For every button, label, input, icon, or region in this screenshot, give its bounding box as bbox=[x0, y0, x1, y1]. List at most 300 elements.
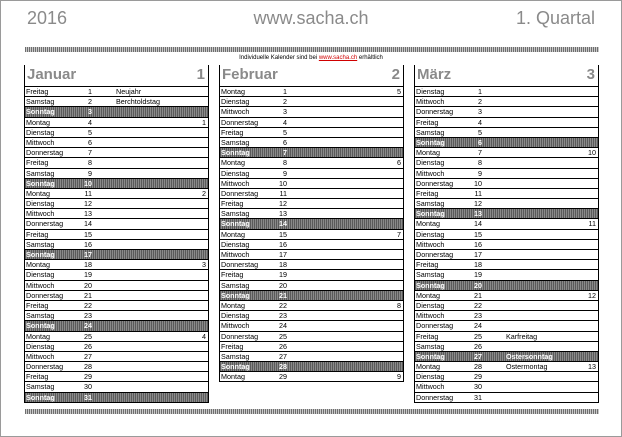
day-number: 24 bbox=[474, 321, 482, 331]
day-row bbox=[220, 148, 403, 158]
day-row bbox=[220, 250, 403, 260]
day-row bbox=[415, 97, 598, 107]
day-name: Dienstag bbox=[221, 168, 250, 178]
day-name: Sonntag bbox=[26, 178, 55, 188]
day-number: 1 bbox=[283, 87, 287, 96]
month-column-february bbox=[219, 65, 404, 382]
day-number: 2 bbox=[283, 97, 287, 107]
day-number: 21 bbox=[84, 290, 92, 300]
day-row bbox=[220, 199, 403, 209]
day-name: Montag bbox=[221, 300, 245, 310]
day-name: Mittwoch bbox=[416, 382, 445, 392]
day-row bbox=[220, 97, 403, 107]
week-number: 5 bbox=[397, 87, 401, 96]
info-note-text: Individuelle Kalender sind bei bbox=[239, 55, 319, 61]
day-number: 23 bbox=[279, 311, 287, 321]
day-row bbox=[25, 342, 208, 352]
day-number: 16 bbox=[84, 239, 92, 249]
day-name: Mittwoch bbox=[26, 351, 55, 361]
day-name: Dienstag bbox=[26, 341, 55, 351]
day-row bbox=[220, 118, 403, 128]
day-name: Samstag bbox=[416, 270, 445, 280]
day-row bbox=[25, 332, 208, 342]
day-number: 10 bbox=[84, 178, 92, 188]
day-row bbox=[220, 189, 403, 199]
day-name: Montag bbox=[221, 158, 245, 168]
day-number: 5 bbox=[478, 127, 482, 137]
day-row bbox=[220, 281, 403, 291]
day-number: 19 bbox=[279, 270, 287, 280]
day-row bbox=[25, 138, 208, 148]
month-header bbox=[25, 65, 208, 87]
day-number: 17 bbox=[279, 250, 287, 259]
day-row bbox=[220, 219, 403, 229]
day-name: Dienstag bbox=[26, 127, 55, 137]
day-row bbox=[25, 169, 208, 179]
day-row bbox=[25, 321, 208, 331]
day-name: Mittwoch bbox=[26, 209, 55, 219]
day-number: 30 bbox=[474, 382, 482, 392]
day-row bbox=[25, 260, 208, 270]
week-number: 11 bbox=[588, 219, 596, 229]
day-number: 21 bbox=[279, 290, 287, 300]
day-row bbox=[220, 342, 403, 352]
day-name: Donnerstag bbox=[221, 331, 259, 341]
day-row bbox=[415, 270, 598, 280]
day-number: 25 bbox=[279, 331, 287, 341]
day-name: Dienstag bbox=[416, 229, 445, 239]
day-row bbox=[25, 199, 208, 209]
day-number: 9 bbox=[88, 168, 92, 178]
day-number: 23 bbox=[84, 311, 92, 321]
info-note-link[interactable]: www.sacha.ch bbox=[318, 55, 358, 61]
day-number: 22 bbox=[474, 300, 482, 310]
day-number: 9 bbox=[283, 168, 287, 178]
day-row bbox=[220, 260, 403, 270]
day-row bbox=[415, 250, 598, 260]
day-number: 7 bbox=[478, 148, 482, 158]
day-name: Freitag bbox=[221, 270, 244, 280]
day-name: Donnerstag bbox=[26, 148, 64, 158]
day-number: 28 bbox=[474, 362, 482, 372]
day-row bbox=[415, 169, 598, 179]
day-number: 17 bbox=[84, 250, 92, 259]
day-name: Mittwoch bbox=[221, 107, 250, 117]
day-row bbox=[415, 179, 598, 189]
day-row bbox=[415, 301, 598, 311]
day-row bbox=[220, 107, 403, 117]
day-row bbox=[25, 118, 208, 128]
day-row bbox=[25, 352, 208, 362]
month-header bbox=[415, 65, 598, 87]
day-number: 2 bbox=[478, 97, 482, 107]
holiday-label: Berchtoldstag bbox=[116, 97, 160, 107]
day-row bbox=[220, 291, 403, 301]
day-name: Dienstag bbox=[221, 239, 250, 249]
day-row bbox=[415, 230, 598, 240]
day-row bbox=[415, 219, 598, 229]
day-name: Montag bbox=[221, 229, 245, 239]
day-number: 24 bbox=[279, 321, 287, 331]
day-row bbox=[415, 372, 598, 382]
day-number: 6 bbox=[283, 137, 287, 147]
month-number: 1 bbox=[196, 66, 205, 83]
week-number: 12 bbox=[588, 290, 596, 300]
day-row bbox=[415, 382, 598, 392]
day-name: Montag bbox=[26, 260, 50, 270]
day-number: 31 bbox=[474, 392, 482, 402]
day-number: 12 bbox=[84, 199, 92, 209]
day-number: 29 bbox=[84, 372, 92, 382]
day-number: 17 bbox=[474, 250, 482, 259]
holiday-label: Neujahr bbox=[116, 87, 142, 96]
day-name: Donnerstag bbox=[221, 260, 259, 270]
day-number: 16 bbox=[279, 239, 287, 249]
day-row bbox=[25, 97, 208, 107]
day-row bbox=[220, 179, 403, 189]
day-name: Samstag bbox=[221, 137, 250, 147]
day-number: 16 bbox=[474, 239, 482, 249]
week-number: 2 bbox=[202, 188, 206, 198]
day-name: Freitag bbox=[416, 260, 439, 270]
month-column-march bbox=[414, 65, 599, 403]
day-number: 2 bbox=[88, 97, 92, 107]
day-number: 5 bbox=[283, 127, 287, 137]
year-title: 2016 bbox=[27, 8, 68, 28]
day-number: 13 bbox=[279, 209, 287, 219]
holiday-label: Ostermontag bbox=[506, 362, 548, 372]
day-number: 22 bbox=[279, 300, 287, 310]
day-name: Donnerstag bbox=[221, 117, 259, 127]
day-name: Freitag bbox=[221, 341, 244, 351]
day-name: Mittwoch bbox=[416, 239, 445, 249]
day-row bbox=[25, 189, 208, 199]
day-name: Samstag bbox=[26, 382, 55, 392]
week-number: 10 bbox=[588, 148, 596, 158]
day-name: Samstag bbox=[26, 97, 55, 107]
day-number: 20 bbox=[84, 280, 92, 290]
day-row bbox=[25, 311, 208, 321]
day-number: 13 bbox=[84, 209, 92, 219]
day-number: 15 bbox=[84, 229, 92, 239]
day-number: 26 bbox=[279, 341, 287, 351]
day-name: Montag bbox=[26, 188, 50, 198]
month-number: 2 bbox=[391, 66, 400, 83]
day-name: Montag bbox=[416, 362, 440, 372]
day-number: 26 bbox=[84, 341, 92, 351]
day-name: Freitag bbox=[416, 117, 439, 127]
day-row bbox=[220, 169, 403, 179]
day-number: 11 bbox=[279, 188, 287, 198]
day-name: Donnerstag bbox=[26, 219, 64, 229]
day-number: 4 bbox=[88, 117, 92, 127]
day-name: Mittwoch bbox=[416, 97, 445, 107]
day-number: 6 bbox=[88, 137, 92, 147]
day-row bbox=[415, 352, 598, 362]
day-number: 29 bbox=[279, 372, 287, 382]
day-row bbox=[25, 209, 208, 219]
day-number: 3 bbox=[478, 107, 482, 117]
day-number: 24 bbox=[84, 321, 92, 331]
day-number: 31 bbox=[84, 392, 92, 402]
day-name: Freitag bbox=[26, 87, 49, 96]
day-name: Montag bbox=[416, 290, 440, 300]
day-name: Mittwoch bbox=[26, 137, 55, 147]
day-number: 11 bbox=[474, 188, 482, 198]
day-row bbox=[220, 240, 403, 250]
day-row bbox=[25, 250, 208, 260]
day-row bbox=[25, 219, 208, 229]
day-name: Freitag bbox=[416, 188, 439, 198]
day-name: Donnerstag bbox=[416, 392, 454, 402]
week-number: 7 bbox=[397, 229, 401, 239]
day-row bbox=[25, 128, 208, 138]
bottom-hatch-bar bbox=[25, 409, 599, 414]
day-row bbox=[25, 301, 208, 311]
day-number: 14 bbox=[84, 219, 92, 229]
day-row bbox=[415, 189, 598, 199]
day-name: Sonntag bbox=[221, 219, 250, 229]
day-number: 28 bbox=[279, 362, 287, 372]
day-number: 12 bbox=[474, 199, 482, 209]
day-name: Samstag bbox=[416, 127, 445, 137]
day-row bbox=[415, 321, 598, 331]
day-name: Freitag bbox=[26, 158, 49, 168]
day-row bbox=[220, 352, 403, 362]
day-name: Montag bbox=[416, 148, 440, 158]
month-header bbox=[220, 65, 403, 87]
day-number: 14 bbox=[279, 219, 287, 229]
day-number: 3 bbox=[88, 107, 92, 117]
day-row bbox=[25, 240, 208, 250]
day-name: Donnerstag bbox=[221, 188, 259, 198]
day-row bbox=[220, 301, 403, 311]
day-row bbox=[220, 158, 403, 168]
day-row bbox=[220, 311, 403, 321]
day-number: 26 bbox=[474, 341, 482, 351]
day-number: 27 bbox=[84, 351, 92, 361]
day-row bbox=[415, 128, 598, 138]
day-row bbox=[25, 179, 208, 189]
day-number: 20 bbox=[474, 280, 482, 290]
day-row bbox=[25, 230, 208, 240]
day-row bbox=[25, 281, 208, 291]
day-number: 7 bbox=[88, 148, 92, 158]
day-row bbox=[415, 107, 598, 117]
week-number: 1 bbox=[202, 117, 206, 127]
day-row bbox=[415, 148, 598, 158]
day-name: Donnerstag bbox=[416, 107, 454, 117]
day-number: 8 bbox=[88, 158, 92, 168]
day-name: Samstag bbox=[221, 209, 250, 219]
month-name: Februar bbox=[222, 66, 278, 83]
day-name: Sonntag bbox=[221, 362, 250, 372]
day-name: Sonntag bbox=[416, 280, 445, 290]
week-number: 4 bbox=[202, 331, 206, 341]
day-name: Samstag bbox=[221, 280, 250, 290]
day-row bbox=[415, 260, 598, 270]
day-name: Samstag bbox=[26, 168, 55, 178]
day-row bbox=[220, 209, 403, 219]
day-number: 21 bbox=[474, 290, 482, 300]
day-number: 7 bbox=[283, 148, 287, 158]
day-row bbox=[220, 362, 403, 372]
day-name: Mittwoch bbox=[26, 280, 55, 290]
day-row bbox=[220, 87, 403, 97]
day-name: Freitag bbox=[221, 127, 244, 137]
day-number: 27 bbox=[279, 351, 287, 361]
week-number: 3 bbox=[202, 260, 206, 270]
day-name: Sonntag bbox=[221, 290, 250, 300]
day-name: Mittwoch bbox=[221, 250, 250, 259]
day-number: 10 bbox=[279, 178, 287, 188]
quarter-title: 1. Quartal bbox=[515, 8, 595, 28]
day-row bbox=[415, 240, 598, 250]
day-name: Sonntag bbox=[26, 250, 55, 259]
day-name: Dienstag bbox=[221, 97, 250, 107]
day-number: 8 bbox=[283, 158, 287, 168]
day-number: 11 bbox=[84, 188, 92, 198]
day-row bbox=[25, 107, 208, 117]
day-name: Mittwoch bbox=[416, 168, 445, 178]
holiday-label: Karfreitag bbox=[506, 331, 538, 341]
day-name: Donnerstag bbox=[416, 178, 454, 188]
day-number: 27 bbox=[474, 351, 482, 361]
day-name: Dienstag bbox=[416, 372, 445, 382]
day-number: 18 bbox=[84, 260, 92, 270]
day-name: Mittwoch bbox=[221, 178, 250, 188]
day-number: 12 bbox=[279, 199, 287, 209]
day-row bbox=[415, 281, 598, 291]
day-name: Freitag bbox=[416, 331, 439, 341]
day-number: 18 bbox=[279, 260, 287, 270]
day-row bbox=[415, 393, 598, 403]
day-name: Freitag bbox=[26, 300, 49, 310]
day-row bbox=[25, 362, 208, 372]
day-number: 5 bbox=[88, 127, 92, 137]
holiday-label: Ostersonntag bbox=[506, 351, 553, 361]
month-column-january bbox=[24, 65, 209, 403]
day-name: Sonntag bbox=[26, 107, 55, 117]
day-name: Sonntag bbox=[416, 137, 445, 147]
day-row bbox=[25, 393, 208, 403]
day-row bbox=[415, 138, 598, 148]
day-name: Dienstag bbox=[26, 270, 55, 280]
day-row bbox=[220, 230, 403, 240]
week-number: 9 bbox=[397, 372, 401, 382]
day-name: Montag bbox=[221, 372, 245, 382]
day-number: 30 bbox=[84, 382, 92, 392]
day-name: Donnerstag bbox=[416, 250, 454, 259]
day-number: 19 bbox=[84, 270, 92, 280]
info-note-suffix: erhältlich bbox=[357, 55, 383, 61]
day-row bbox=[415, 342, 598, 352]
day-number: 1 bbox=[88, 87, 92, 96]
day-name: Samstag bbox=[26, 311, 55, 321]
day-row bbox=[415, 291, 598, 301]
day-name: Donnerstag bbox=[26, 290, 64, 300]
day-name: Montag bbox=[416, 219, 440, 229]
day-name: Donnerstag bbox=[26, 362, 64, 372]
day-name: Montag bbox=[26, 331, 50, 341]
day-name: Mittwoch bbox=[221, 321, 250, 331]
info-note bbox=[0, 55, 622, 61]
day-name: Dienstag bbox=[416, 300, 445, 310]
day-number: 14 bbox=[474, 219, 482, 229]
day-number: 4 bbox=[283, 117, 287, 127]
day-row bbox=[220, 321, 403, 331]
day-name: Dienstag bbox=[416, 87, 445, 96]
day-name: Dienstag bbox=[416, 158, 445, 168]
day-row bbox=[220, 332, 403, 342]
day-name: Freitag bbox=[221, 199, 244, 209]
day-number: 20 bbox=[279, 280, 287, 290]
day-name: Dienstag bbox=[26, 199, 55, 209]
day-number: 9 bbox=[478, 168, 482, 178]
day-row bbox=[25, 148, 208, 158]
day-name: Freitag bbox=[26, 229, 49, 239]
day-row bbox=[220, 138, 403, 148]
day-row bbox=[415, 311, 598, 321]
day-name: Donnerstag bbox=[416, 321, 454, 331]
day-name: Samstag bbox=[26, 239, 55, 249]
day-number: 29 bbox=[474, 372, 482, 382]
day-name: Samstag bbox=[416, 199, 445, 209]
week-number: 8 bbox=[397, 300, 401, 310]
day-name: Samstag bbox=[416, 341, 445, 351]
day-name: Mittwoch bbox=[416, 311, 445, 321]
day-row bbox=[415, 209, 598, 219]
day-row bbox=[415, 362, 598, 372]
month-name: März bbox=[417, 66, 452, 83]
day-number: 1 bbox=[478, 87, 482, 96]
month-number: 3 bbox=[586, 66, 595, 83]
day-name: Freitag bbox=[26, 372, 49, 382]
month-name: Januar bbox=[27, 66, 77, 83]
day-row bbox=[25, 270, 208, 280]
day-row bbox=[415, 87, 598, 97]
day-number: 22 bbox=[84, 300, 92, 310]
day-row bbox=[415, 118, 598, 128]
site-url[interactable]: www.sacha.ch bbox=[253, 8, 369, 28]
day-name: Dienstag bbox=[221, 311, 250, 321]
day-name: Sonntag bbox=[26, 392, 55, 402]
week-number: 13 bbox=[588, 362, 596, 372]
day-row bbox=[25, 291, 208, 301]
day-row bbox=[25, 382, 208, 392]
day-row bbox=[25, 87, 208, 97]
day-row bbox=[220, 270, 403, 280]
day-number: 19 bbox=[474, 270, 482, 280]
day-row bbox=[415, 332, 598, 342]
day-row bbox=[220, 372, 403, 382]
day-row bbox=[25, 372, 208, 382]
day-name: Samstag bbox=[221, 351, 250, 361]
day-number: 15 bbox=[279, 229, 287, 239]
day-name: Sonntag bbox=[26, 321, 55, 331]
day-number: 25 bbox=[474, 331, 482, 341]
day-row bbox=[25, 158, 208, 168]
day-number: 25 bbox=[84, 331, 92, 341]
day-number: 28 bbox=[84, 362, 92, 372]
day-name: Montag bbox=[221, 87, 245, 96]
day-number: 3 bbox=[283, 107, 287, 117]
day-number: 4 bbox=[478, 117, 482, 127]
week-number: 6 bbox=[397, 158, 401, 168]
day-number: 10 bbox=[474, 178, 482, 188]
day-row bbox=[220, 128, 403, 138]
day-number: 18 bbox=[474, 260, 482, 270]
